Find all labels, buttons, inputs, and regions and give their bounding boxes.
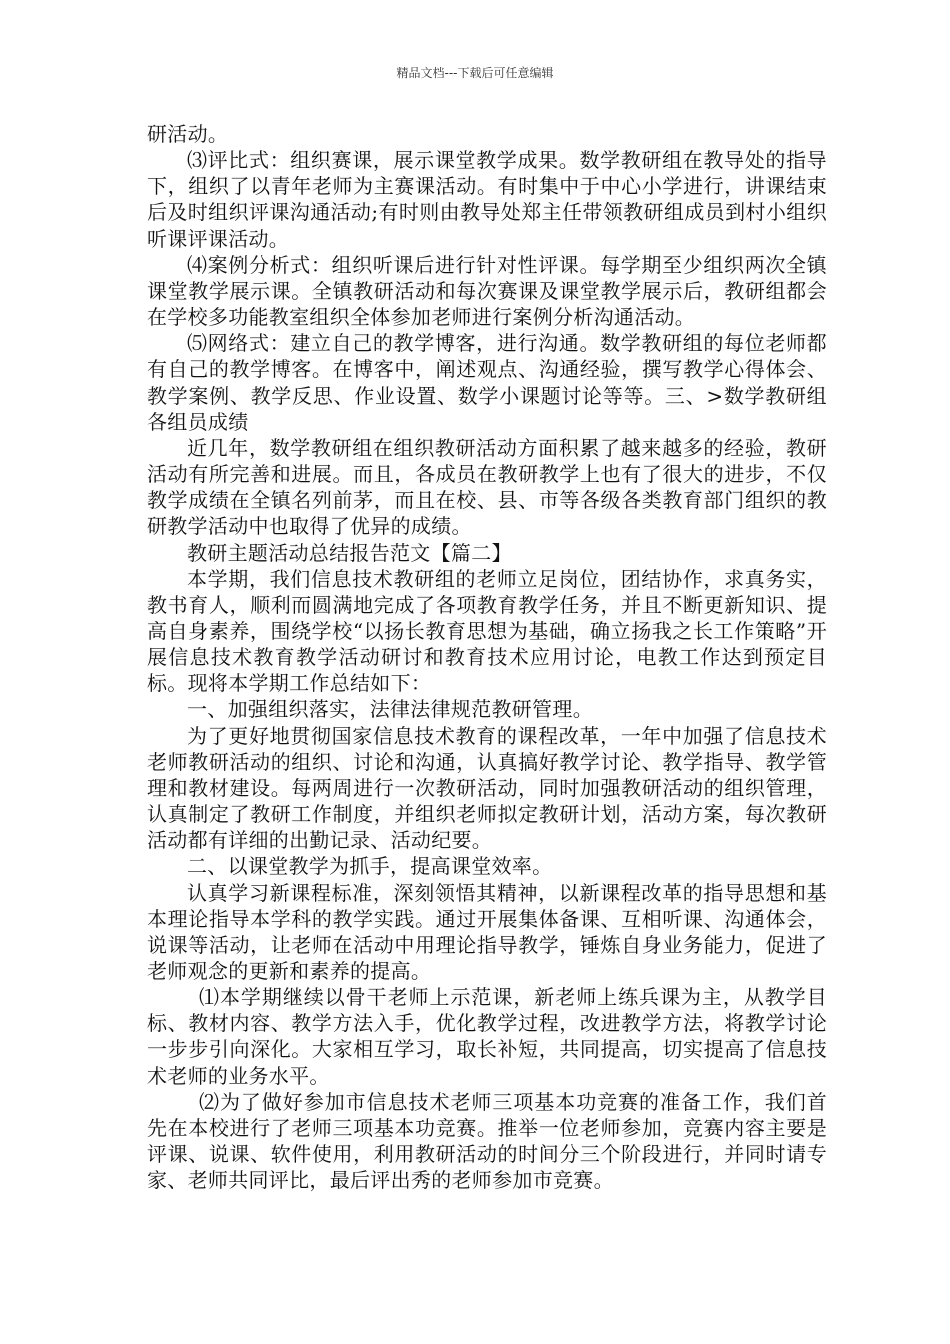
- paragraph-item-5-network: ⑸网络式：建立自己的教学博客，进行沟通。数学教研组的每位老师都有自己的教学博客。在博客中，阐述观点、沟通经验，撰写教学心得体会、教学案例、教学反思、作业设置、数学小课题讨论等等。三、>数学教研组各组员成绩: [147, 331, 827, 434]
- paragraph-sub-item-1: ⑴本学期继续以骨干老师上示范课，新老师上练兵课为主，从教学目标、教材内容、教学方法入手，优化教学过程，改进教学方法，将教学讨论一步步引向深化。大家相互学习，取长补短，共同提高，切实提高了信息技术老师的业务水平。: [147, 985, 827, 1088]
- paragraph-sub-item-2: ⑵为了做好参加市信息技术老师三项基本功竞赛的准备工作，我们首先在本校进行了老师三项基本功竞赛。推举一位老师参加，竞赛内容主要是评课、说课、软件使用，利用教研活动的时间分三个阶段进行，并同时请专家、老师共同评比，最后评出秀的老师参加市竞赛。: [147, 1089, 827, 1193]
- paragraph-item-3-competition: ⑶评比式：组织赛课，展示课堂教学成果。数学教研组在教导处的指导下，组织了以青年老师为主赛课活动。有时集中于中心小学进行，讲课结束后及时组织评课沟通活动;有时则由教导处郑主任带领教研组成员到村小组织听课评课活动。: [147, 148, 827, 251]
- section-title-part-two: 教研主题活动总结报告范文【篇二】: [187, 540, 512, 565]
- paragraph-section-one-body: 为了更好地贯彻国家信息技术教育的课程改革，一年中加强了信息技术老师教研活动的组织、讨论和沟通，认真搞好教学讨论、教学指导、教学管理和教材建设。每两周进行一次教研活动，同时加强教研活动的组织管理，认真制定了教研工作制度，并组织老师拟定教研计划，活动方案，每次教研活动都有详细的出勤记录、活动纪要。: [147, 723, 827, 853]
- paragraph-intro: 本学期，我们信息技术教研组的老师立足岗位，团结协作，求真务实，教书育人，顺利而圆满地完成了各项教育教学任务，并且不断更新知识、提高自身素养，围绕学校“以扬长教育思想为基础，确立扬我之长工作策略”开展信息技术教育教学活动研讨和教育技术应用讨论，电教工作达到预定目标。现将本学期工作总结如下：: [147, 566, 827, 696]
- paragraph-section-two-body: 认真学习新课程标准，深刻领悟其精神，以新课程改革的指导思想和基本理论指导本学科的教学实践。通过开展集体备课、互相听课、沟通体会，说课等活动，让老师在活动中用理论指导教学，锤炼自身业务能力，促进了老师观念的更新和素养的提高。: [147, 880, 827, 983]
- heading-section-two: 二、以课堂教学为抓手，提高课堂效率。: [187, 854, 553, 879]
- paragraph-continuation: 研活动。: [147, 122, 229, 146]
- paragraph-item-4-case-analysis: ⑷案例分析式：组织听课后进行针对性评课。每学期至少组织两次全镇课堂教学展示课。全镇教研活动和每次赛课及课堂教学展示后，教研组都会在学校多功能教室组织全体参加老师进行案例分析沟通活动。: [147, 252, 827, 330]
- document-body: [147, 121, 827, 1193]
- heading-section-one: 一、加强组织落实，法律法律规范教研管理。: [187, 697, 593, 722]
- paragraph-achievements: 近几年，数学教研组在组织教研活动方面积累了越来越多的经验，教研活动有所完善和进展。而且，各成员在教研教学上也有了很大的进步，不仅教学成绩在全镇名列前茅，而且在校、县、市等各级各类教育部门组织的教研教学活动中也取得了优异的成绩。: [147, 435, 827, 539]
- page-header: 精品文档---下载后可任意编辑: [396, 66, 554, 80]
